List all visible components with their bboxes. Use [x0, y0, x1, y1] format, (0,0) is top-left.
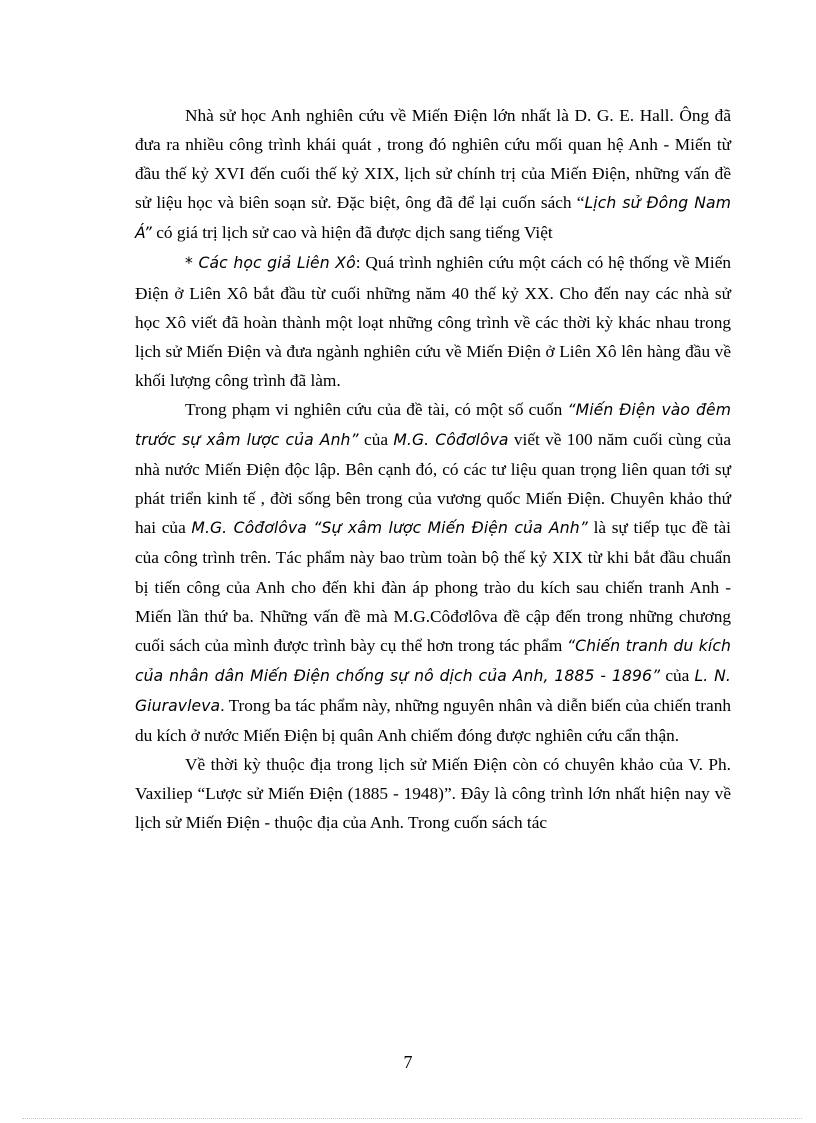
text-run: Nhà sử học Anh nghiên cứu về Miến Điện lớn nhất là D. G. E. Hall. Ông đã đưa ra nhiều công trình khái quát , trong đó nghiên cứu mối quan hệ Anh - Miến từ đầu thế kỷ XVI đến cuối thế kỷ XIX, lịch sử chính trị của Miến Điện, những vấn đề sử liệu học và biên soạn sử. Đặc biệt, ông đã để lại cuốn sách “ — [135, 106, 731, 213]
book-title-italic: M.G. Côđơlôva “Sự xâm lược Miến Điện của Anh” — [191, 519, 588, 538]
section-label-italic: * Các học giả Liên Xô — [185, 254, 356, 273]
paragraph-vaxiliep — [135, 750, 731, 837]
paragraph-codolova — [135, 395, 731, 750]
paragraph-hall — [135, 101, 731, 248]
text-run: là sự tiếp tục đề tài của công trình trên. Tác phẩm này bao trùm toàn bộ thế kỷ XIX từ khi bắt đầu chuẩn bị tiến công của Anh cho đến khi đàn áp phong trào du kích sau chiến tranh Anh - Miến lần thứ ba. Những vấn đề mà M.G.Côđơlôva đề cập đến trong những chương cuối sách của mình được trình bày cụ thể hơn trong tác phẩm — [135, 518, 731, 655]
page-bottom-dotted-rule — [22, 1118, 802, 1119]
paragraph-soviet-scholars — [135, 248, 731, 394]
text-run: Về thời kỳ thuộc địa trong lịch sử Miến Điện còn có chuyên khảo của V. Ph. Vaxiliep “Lược sử Miến Điện (1885 - 1948)”. Đây là công trình lớn nhất hiện nay về lịch sử Miến Điện - thuộc địa của Anh. Trong cuốn sách tác — [135, 755, 731, 833]
book-title-italic: “Miến Điện vào đêm trước sự xâm lược của Anh” — [135, 400, 731, 450]
body-text — [135, 101, 731, 837]
page-number: 7 — [403, 1052, 413, 1072]
text-run: . Trong ba tác phẩm này, những nguyên nhân và diễn biến của chiến tranh du kích ở nước Miến Điện bị quân Anh chiếm đóng được nghiên cứu cẩn thận. — [135, 695, 731, 745]
text-run: Trong phạm vi nghiên cứu của đề tài, có một số cuốn — [185, 399, 568, 419]
author-name-italic: M.G. Côđơlôva — [393, 431, 509, 450]
text-run: của — [358, 430, 394, 450]
book-title-italic: “Chiến tranh du kích của nhân dân Miến Điện chống sự nô dịch của Anh, 1885 - 1896” — [135, 636, 732, 685]
text-run: viết về 100 năm cuối cùng của nhà nước Miến Điện độc lập. Bên cạnh đó, có các tư liệu quan trọng liên quan tới sự phát triển kinh tế , đời sống bên trong của vương quốc Miến Điện. Chuyên khảo thứ hai của — [135, 430, 732, 538]
author-name-italic: L. N. Giuravleva — [135, 666, 731, 715]
text-run: có giá trị lịch sử cao và hiện đã được dịch sang tiếng Việt — [151, 223, 553, 243]
text-run: : Quá trình nghiên cứu một cách có hệ thống về Miến Điện ở Liên Xô bắt đầu từ cuối những năm 40 thế kỷ XX. Cho đến nay các nhà sử học Xô viết đã hoàn thành một loạt những công trình về các thời kỳ khác nhau trong lịch sử Miến Điện và đưa ngành nghiên cứu về Miến Điện ở Liên Xô lên hàng đầu về khối lượng công trình đã làm. — [135, 253, 732, 390]
book-title-italic: Lịch sử Đông Nam Á” — [135, 194, 731, 243]
text-run: của — [660, 665, 695, 685]
